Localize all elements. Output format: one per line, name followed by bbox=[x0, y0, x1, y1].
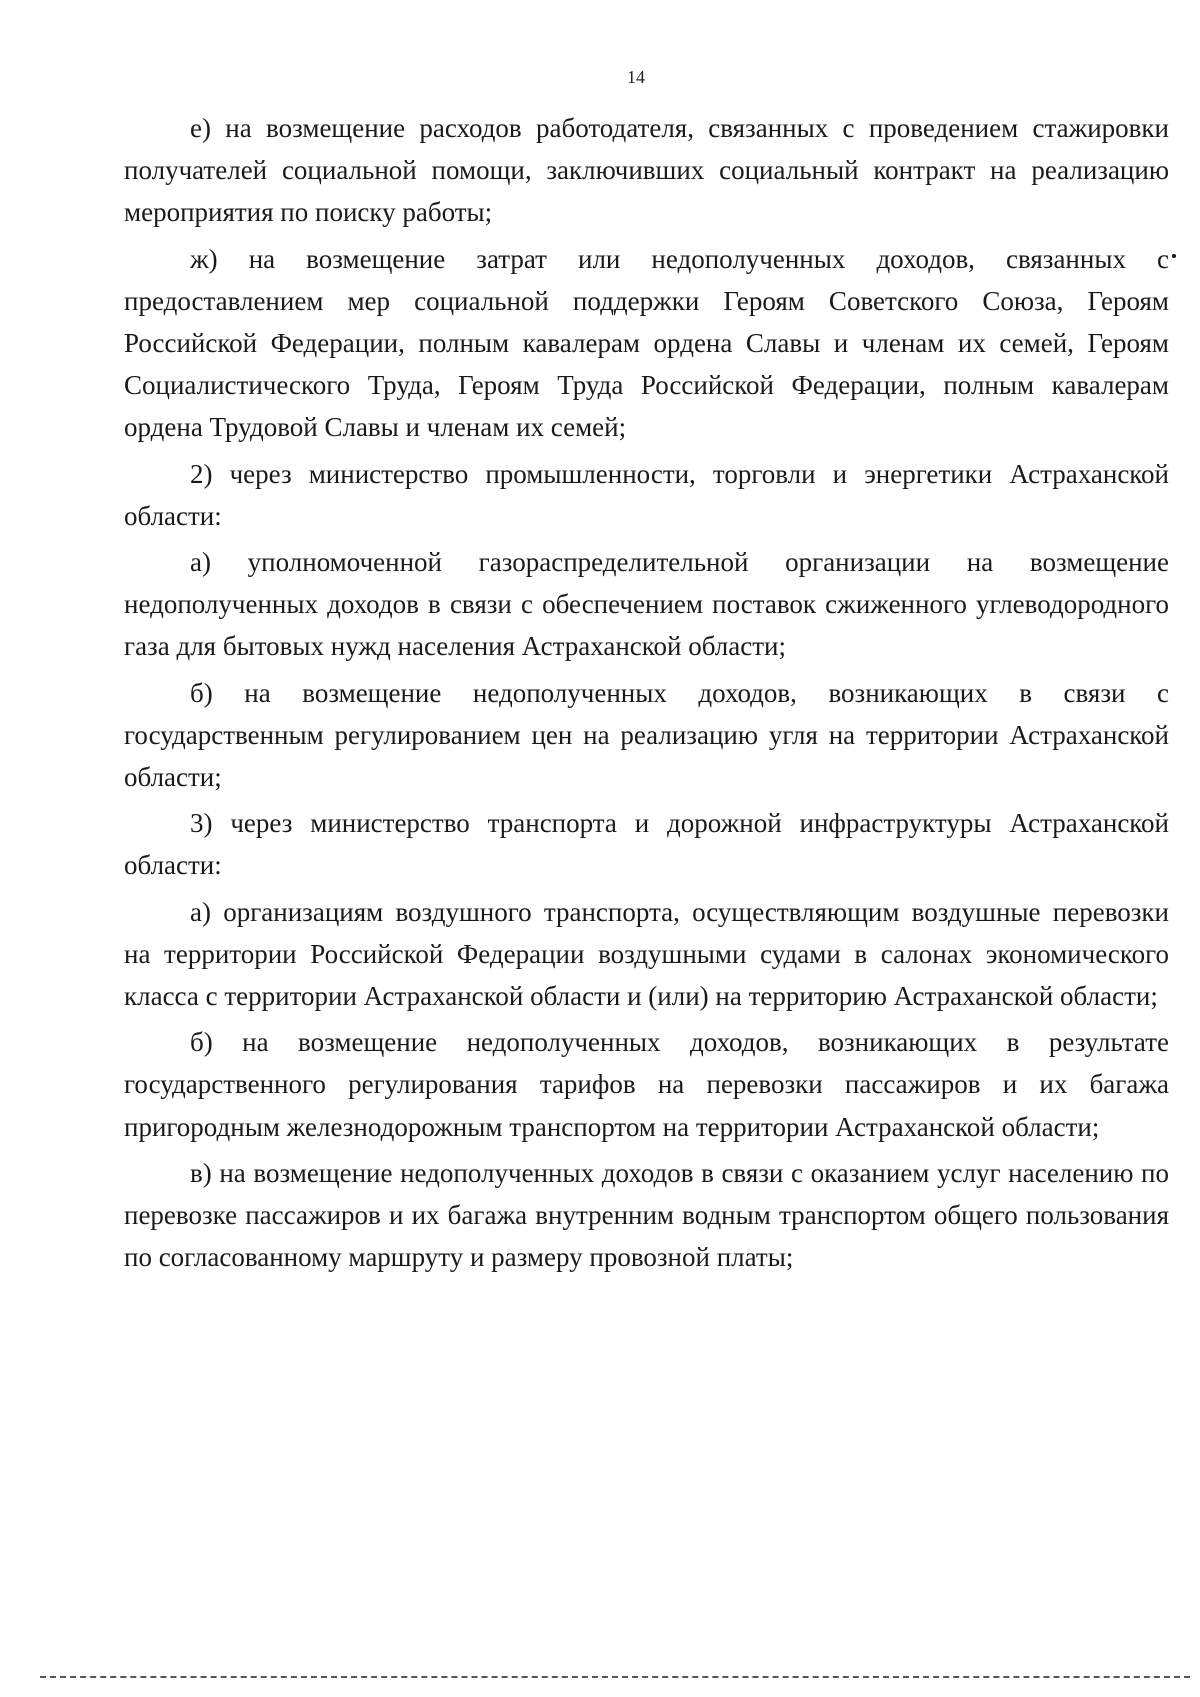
page-number: 14 bbox=[627, 67, 645, 87]
paragraph-zh-heroes-support: ж) на возмещение затрат или недополученных доходов, связанных с предоставлением мер социальной поддержки Героям Советского Союза, Героям Российской Федерации, полным кавалерам ордена Славы и членам их семей, Героям Социалистического Труда, Героям Труда Российской Федерации, полным кавалерам ордена Трудовой Славы и членам их семей; bbox=[124, 243, 1169, 443]
paragraph-v-water-transport: в) на возмещение недополученных доходов в связи с оказанием услуг населению по перевозке пассажиров и их багажа внутренним водным транспортом общего пользования по согласованному маршруту и размеру провозной платы; bbox=[124, 1157, 1169, 1273]
paragraph-3-ministry-transport: 3) через министерство транспорта и дорожной инфраструктуры Астраханской области: bbox=[124, 808, 1169, 881]
paragraph-a-air-transport: а) организациям воздушного транспорта, осуществляющим воздушные перевозки на территории Российской Федерации воздушными судами в салонах экономического класса с территории Астраханской области и (или) на территорию Астраханской области; bbox=[124, 896, 1169, 1012]
document-body bbox=[124, 107, 1169, 1278]
paragraph-b-rail-tariffs: б) на возмещение недополученных доходов, возникающих в результате государственного регулирования тарифов на перевозки пассажиров и их багажа пригородным железнодорожным транспортом на территории Астраханской области; bbox=[124, 1027, 1169, 1142]
bottom-divider bbox=[40, 1676, 1190, 1678]
paragraph-2-ministry-industry: 2) через министерство промышленности, торговли и энергетики Астраханской области: bbox=[124, 458, 1169, 531]
paragraph-e-employer-costs: е) на возмещение расходов работодателя, связанных с проведением стажировки получателей социальной помощи, заключивших социальный контракт на реализацию мероприятия по поиску работы; bbox=[124, 113, 1169, 228]
scan-dot-mark bbox=[1172, 254, 1176, 258]
paragraph-a-gas-organization: а) уполномоченной газораспределительной организации на возмещение недополученных доходов в связи с обеспечением поставок сжиженного углеводородного газа для бытовых нужд населения Астраханской области; bbox=[124, 547, 1169, 662]
paragraph-b-coal-prices: б) на возмещение недополученных доходов, возникающих в связи с государственным регулированием цен на реализацию угля на территории Астраханской области; bbox=[124, 677, 1169, 793]
